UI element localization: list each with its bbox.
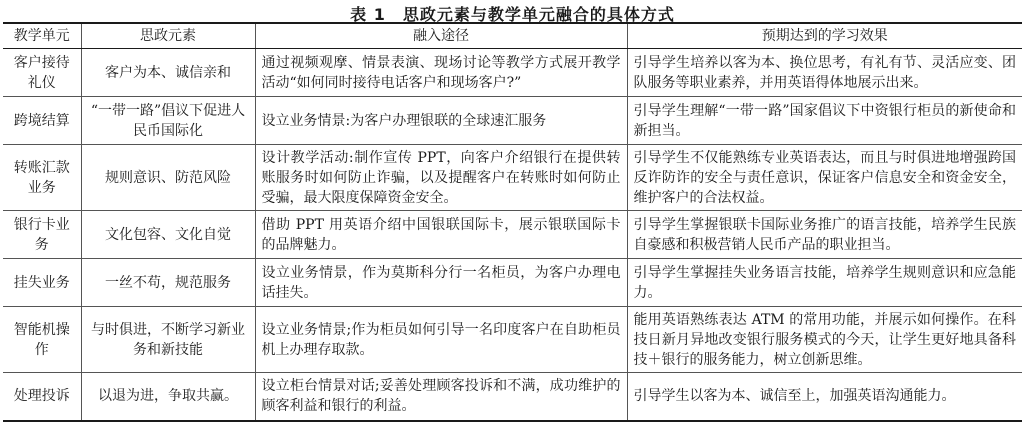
cell-unit: 转账汇款业务	[3, 145, 81, 211]
table-caption: 表 1 思政元素与教学单元融合的具体方式	[350, 5, 675, 24]
cell-element: 客户为本、诚信亲和	[81, 49, 255, 97]
table-row	[3, 307, 1022, 373]
header-expected-effect: 预期达到的学习效果	[627, 23, 1022, 49]
cell-unit: 处理投诉	[3, 373, 81, 421]
cell-approach: 设立业务情景;作为柜员如何引导一名印度客户在自助柜员机上办理存取款。	[255, 307, 627, 373]
table-row	[3, 49, 1022, 97]
cell-element: 文化包容、文化自觉	[81, 211, 255, 259]
cell-element: 以退为进，争取共赢。	[81, 373, 255, 421]
cell-unit: 智能机操作	[3, 307, 81, 373]
table-header-row	[3, 23, 1022, 49]
table-row	[3, 145, 1022, 211]
cell-effect: 引导学生掌握挂失业务语言技能，培养学生规则意识和应急能力。	[627, 259, 1022, 307]
cell-unit: 跨境结算	[3, 97, 81, 145]
header-integration-approach: 融入途径	[255, 23, 627, 49]
cell-unit: 客户接待礼仪	[3, 49, 81, 97]
cell-effect: 引导学生掌握银联卡国际业务推广的语言技能，培养学生民族自豪感和积极营销人民币产品的职业担当。	[627, 211, 1022, 259]
cell-approach: 借助 PPT 用英语介绍中国银联国际卡，展示银联国际卡的品牌魅力。	[255, 211, 627, 259]
cell-approach: 设计教学活动:制作宣传 PPT，向客户介绍银行在提供转账服务时如何防止诈骗，以及提醒客户在转账时如何防止受骗，最大限度保障资金安全。	[255, 145, 627, 211]
cell-effect: 引导学生培养以客为本、换位思考，有礼有节、灵活应变、团队服务等职业素养，并用英语得体地展示出来。	[627, 49, 1022, 97]
table-row	[3, 259, 1022, 307]
cell-element: 一丝不苟，规范服务	[81, 259, 255, 307]
cell-effect: 能用英语熟练表达 ATM 的常用功能，并展示如何操作。在科技日新月异地改变银行服务模式的今天，让学生更好地具备科技＋银行的服务能力，树立创新思维。	[627, 307, 1022, 373]
cell-approach: 设立业务情景，作为莫斯科分行一名柜员，为客户办理电话挂失。	[255, 259, 627, 307]
cell-unit: 挂失业务	[3, 259, 81, 307]
integration-table	[3, 22, 1022, 422]
cell-approach: 设立业务情景:为客户办理银联的全球速汇服务	[255, 97, 627, 145]
cell-unit: 银行卡业务	[3, 211, 81, 259]
header-ideological-element: 思政元素	[81, 23, 255, 49]
cell-element: “一带一路”倡议下促进人民币国际化	[81, 97, 255, 145]
cell-approach: 通过视频观摩、情景表演、现场讨论等教学方式展开教学活动“如何同时接待电话客户和现场客户?”	[255, 49, 627, 97]
table-row	[3, 373, 1022, 421]
cell-element: 与时俱进，不断学习新业务和新技能	[81, 307, 255, 373]
table-row	[3, 97, 1022, 145]
cell-element: 规则意识、防范风险	[81, 145, 255, 211]
header-teaching-unit: 教学单元	[3, 23, 81, 49]
cell-effect: 引导学生理解“一带一路”国家倡议下中资银行柜员的新使命和新担当。	[627, 97, 1022, 145]
cell-effect: 引导学生不仅能熟练专业英语表达，而且与时俱进地增强跨国反诈防诈的安全与责任意识，保证客户信息安全和资金安全，维护客户的合法权益。	[627, 145, 1022, 211]
cell-approach: 设立柜台情景对话;妥善处理顾客投诉和不满，成功维护的顾客利益和银行的利益。	[255, 373, 627, 421]
cell-effect: 引导学生以客为本、诚信至上，加强英语沟通能力。	[627, 373, 1022, 421]
table-row	[3, 211, 1022, 259]
